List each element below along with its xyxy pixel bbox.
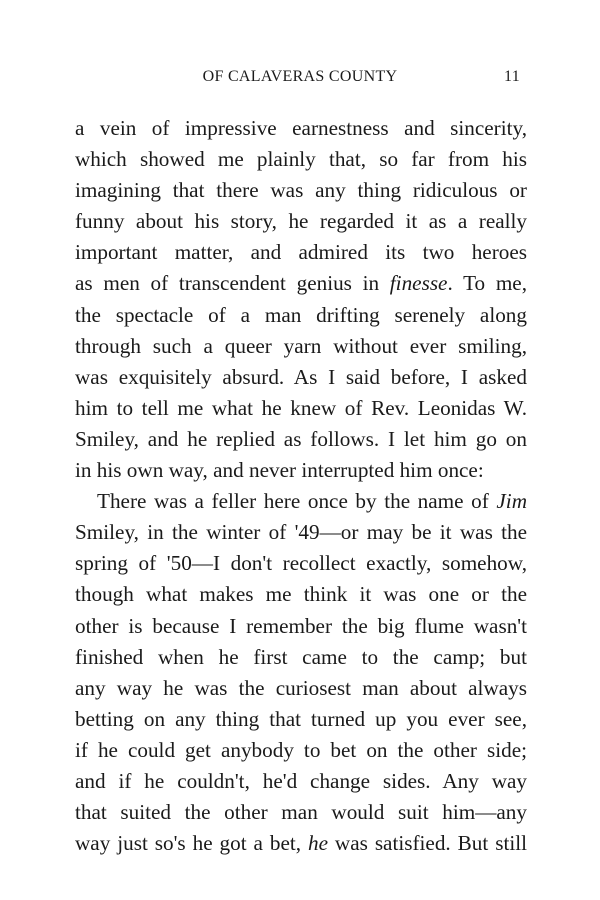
text-line: [75, 206, 527, 237]
text-line: [75, 268, 527, 299]
text-segment: spring of '50—I don't recollect exactly, somehow,: [75, 551, 527, 576]
text-line: [75, 611, 527, 642]
text-line: [75, 300, 527, 331]
text-segment: in his own way, and never interrupted him once:: [75, 458, 484, 483]
text-segment: as men of transcendent genius in: [75, 271, 390, 296]
text-segment: Smiley, in the winter of '49—or may be it was the: [75, 520, 527, 545]
page-number: 11: [503, 68, 520, 85]
text-line: [75, 766, 527, 797]
text-segment: way just so's he got a bet,: [75, 831, 308, 856]
text-line: [75, 424, 527, 455]
text-segment: through such a queer yarn without ever smiling,: [75, 333, 527, 358]
text-line: [75, 486, 527, 517]
text-line: [75, 455, 527, 486]
text-segment: imagining that there was any thing ridiculous or: [75, 178, 527, 203]
text-segment: the spectacle of a man drifting serenely along: [75, 302, 527, 327]
running-head: [0, 68, 600, 92]
text-line: [75, 113, 527, 144]
text-segment: . To me,: [447, 271, 528, 296]
text-segment: funny about his story, he regarded it as a really: [75, 209, 527, 234]
text-line: [75, 331, 527, 362]
text-line: [75, 362, 527, 393]
text-segment: was satisfied. But still: [328, 831, 527, 856]
text-segment: a vein of impressive earnestness and sincerity,: [75, 116, 527, 140]
italic-text: Jim: [496, 489, 527, 514]
text-line: [75, 175, 527, 206]
text-line: [75, 237, 527, 268]
text-segment: There was a feller here once by the name of: [97, 489, 497, 514]
text-line: [75, 704, 527, 735]
text-line: [75, 579, 527, 610]
italic-text: he: [308, 831, 328, 856]
text-line: [75, 548, 527, 579]
text-line: [75, 673, 527, 704]
text-line: [75, 642, 527, 673]
italic-text: finesse: [389, 271, 448, 296]
text-segment: which showed me plainly that, so far from his: [75, 147, 527, 172]
running-title: OF CALAVERAS COUNTY: [202, 68, 398, 85]
text-segment: finished when he first came to the camp; but: [75, 644, 527, 669]
text-segment: and if he couldn't, he'd change sides. Any way: [75, 768, 527, 793]
text-segment: though what makes me think it was one or the: [75, 582, 527, 607]
text-segment: any way he was the curiosest man about always: [75, 675, 527, 700]
text-segment: him to tell me what he knew of Rev. Leonidas W.: [75, 395, 527, 420]
text-segment: important matter, and admired its two heroes: [75, 240, 527, 265]
text-segment: if he could get anybody to bet on the other side;: [75, 737, 527, 762]
text-segment: that suited the other man would suit him—any: [75, 800, 527, 825]
text-segment: was exquisitely absurd. As I said before, I asked: [75, 364, 527, 389]
text-line: [75, 144, 527, 175]
text-segment: betting on any thing that turned up you ever see,: [75, 706, 527, 731]
text-line: [75, 393, 527, 424]
text-segment: other is because I remember the big flume wasn't: [75, 613, 527, 638]
text-line: [75, 517, 527, 548]
text-line: [75, 828, 527, 859]
text-line: [75, 735, 527, 766]
text-line: [75, 797, 527, 828]
body-text: [75, 113, 527, 859]
text-segment: Smiley, and he replied as follows. I let him go on: [75, 426, 527, 451]
